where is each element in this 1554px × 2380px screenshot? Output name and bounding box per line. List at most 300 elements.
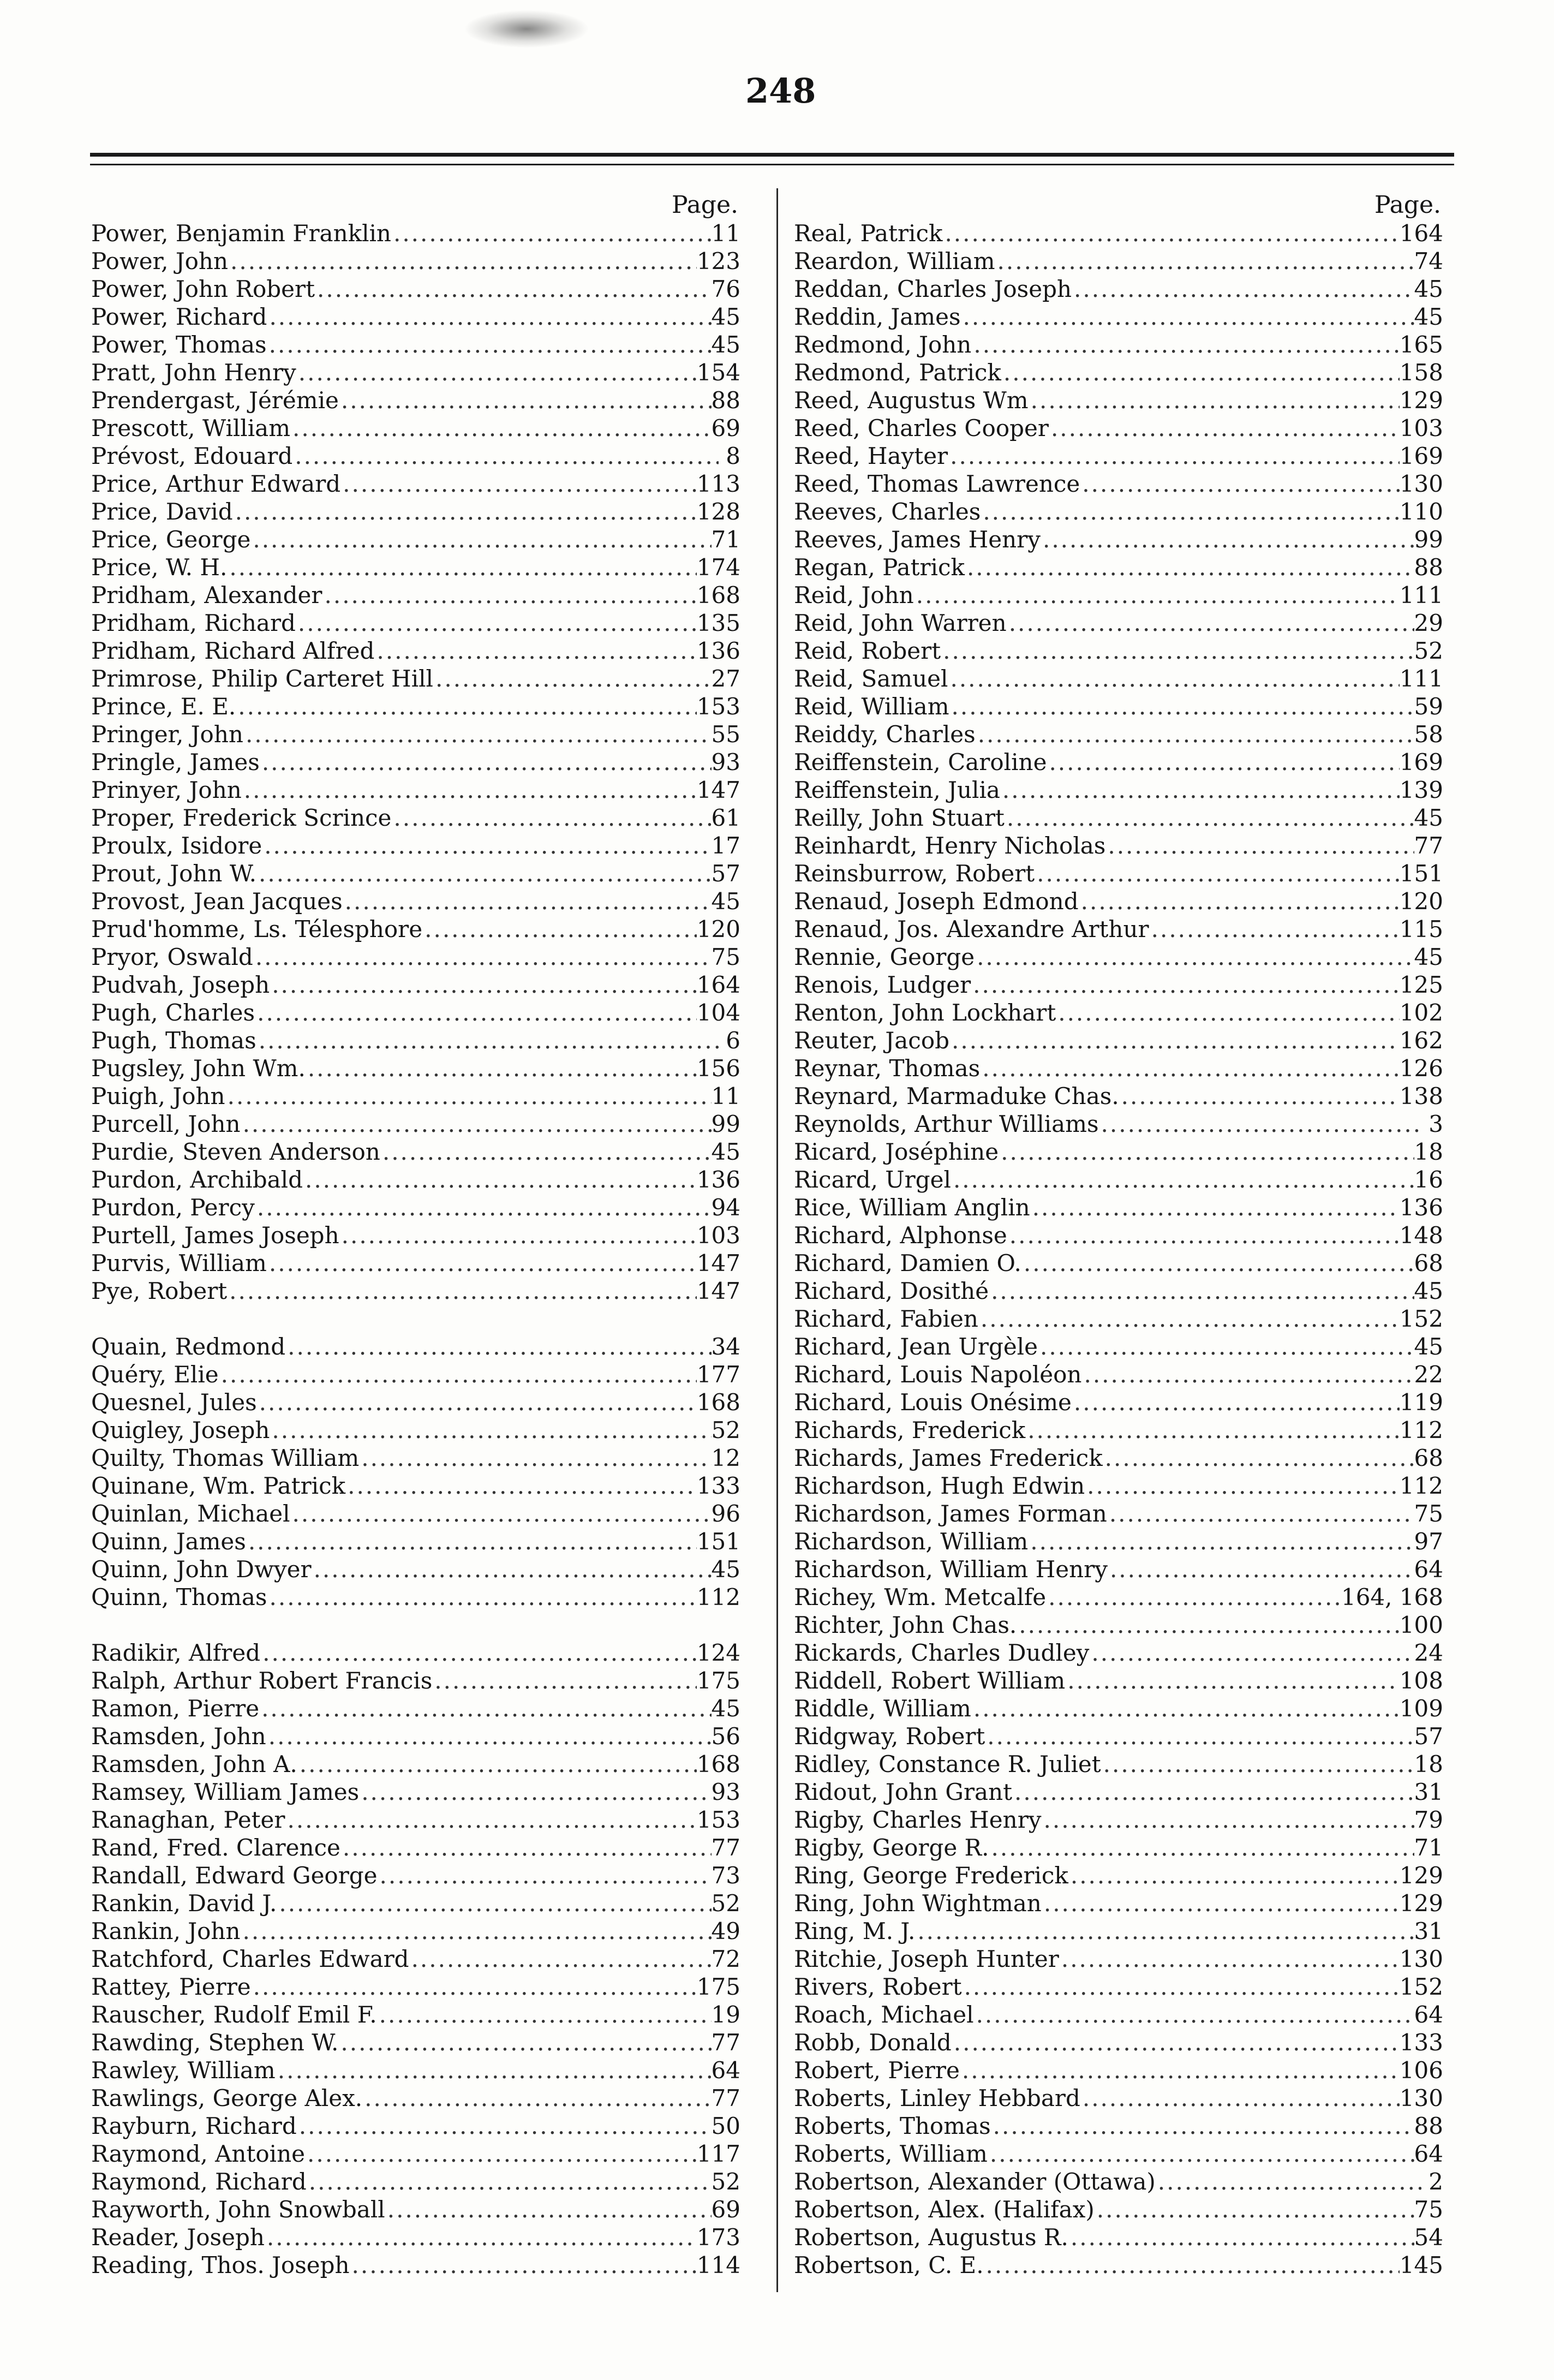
entry-page: 97 [1414,1528,1443,1555]
dot-leader [989,1277,1414,1305]
dot-leader [340,1834,712,1862]
dot-leader [941,637,1414,665]
index-entry [794,1806,1443,1834]
dot-leader [960,2056,1400,2084]
entry-page: 154 [696,359,740,386]
dot-leader [914,581,1400,609]
entry-name: Renois, Ludger [794,971,971,998]
dot-leader [305,2140,697,2168]
entry-page: 69 [711,415,740,442]
entry-page: 52 [711,1417,740,1443]
index-entry [91,1917,740,1945]
entry-name: Reed, Augustus Wm [794,387,1029,414]
entry-name: Reid, John Warren [794,610,1007,636]
dot-leader [1046,1583,1341,1611]
dot-leader [228,247,697,275]
dot-leader [227,1277,697,1305]
index-entry [794,1388,1443,1416]
entry-page: 126 [1399,1055,1443,1082]
header-rule-thin [90,164,1454,165]
entry-name: Roberts, William [794,2140,988,2167]
dot-leader [1000,776,1400,804]
entry-page: 94 [711,1194,740,1221]
index-entry [794,1917,1443,1945]
dot-leader [391,804,711,832]
entry-name: Power, Richard [91,303,267,330]
index-entry [794,1639,1443,1667]
dot-leader [915,1917,1414,1945]
index-entry [91,693,740,720]
index-entry [794,247,1443,275]
dot-leader [433,665,712,693]
entry-page: 64 [1414,1556,1443,1583]
entry-name: Rice, William Anglin [794,1194,1030,1221]
dot-leader [359,1444,711,1472]
dot-leader [255,1194,712,1221]
index-entry [91,832,740,860]
dot-leader [1072,1388,1400,1416]
index-entry [794,2029,1443,2056]
entry-name: Richards, James Frederick [794,1445,1103,1471]
entry-page: 64 [1414,2140,1443,2167]
entry-name: Purvis, William [91,1250,267,1277]
entry-page: 120 [1399,888,1443,915]
index-entry [91,2140,740,2168]
dot-leader [350,2251,697,2279]
dot-leader [1085,1472,1400,1500]
index-entry [91,2056,740,2084]
index-entry [794,1862,1443,1889]
index-entry [91,2001,740,2029]
dot-leader [1007,1221,1400,1249]
entry-page: 99 [1414,526,1443,553]
index-entry [91,275,740,303]
index-entry [91,776,740,804]
entry-name: Ramsden, John [91,1723,266,1750]
entry-page: 106 [1399,2057,1443,2084]
entry-page: 52 [711,2168,740,2195]
entry-page: 110 [1399,498,1443,525]
index-entry [91,553,740,581]
index-entry [91,1082,740,1110]
entry-name: Quinn, Thomas [91,1584,267,1610]
entry-page: 152 [1399,1973,1443,2000]
entry-name: Renaud, Joseph Edmond [794,888,1079,915]
dot-leader [225,1082,712,1110]
index-entry [794,275,1443,303]
index-entry [91,1388,740,1416]
entry-page: 52 [1414,637,1443,664]
entry-page: 77 [1414,832,1443,859]
entry-name: Puigh, John [91,1083,225,1110]
entry-page: 164 [1399,220,1443,247]
entry-name: Pringle, James [91,749,260,776]
dot-leader [340,470,697,498]
index-entry [794,1444,1443,1472]
dot-leader [297,1750,697,1778]
dot-leader [270,971,697,999]
entry-name: Quinane, Wm. Patrick [91,1472,346,1499]
dot-leader [343,887,712,915]
entry-page: 45 [711,1695,740,1722]
entry-page: 68 [1414,1445,1443,1471]
index-entry [91,2029,740,2056]
index-entry [794,1722,1443,1750]
dot-leader [255,999,697,1027]
index-entry [794,2056,1443,2084]
entry-name: Purdon, Percy [91,1194,255,1221]
index-entry [794,2084,1443,2112]
dot-leader [1119,1082,1400,1110]
index-entry [91,2084,740,2112]
entry-page: 113 [696,470,740,497]
entry-page: 93 [711,749,740,776]
entry-name: Power, Benjamin Franklin [91,220,391,247]
dot-leader [241,1110,712,1138]
entry-page: 109 [1399,1695,1443,1722]
entry-page: 99 [711,1111,740,1137]
index-entry [794,776,1443,804]
entry-page: 111 [1399,665,1443,692]
entry-name: Robertson, Augustus R. [794,2224,1068,2251]
entry-page: 45 [711,888,740,915]
index-entry [91,804,740,832]
index-entry [91,1054,740,1082]
entry-page: 123 [696,248,740,275]
entry-name: Prévost, Edouard [91,443,293,469]
entry-name: Rankin, David J. [91,1890,277,1917]
entry-name: Richardson, William [794,1528,1029,1555]
entry-page: 69 [711,2196,740,2223]
entry-name: Rigby, Charles Henry [794,1806,1042,1833]
index-entry [794,1333,1443,1361]
entry-name: Ridout, John Grant [794,1779,1013,1805]
entry-name: Roberts, Thomas [794,2113,991,2139]
entry-page: 117 [696,2140,740,2167]
dot-leader [1095,2196,1414,2223]
dot-leader [251,1973,697,2001]
entry-page: 139 [1399,777,1443,803]
dot-leader [285,1806,696,1834]
dot-leader [981,498,1400,526]
dot-leader [267,303,711,331]
index-entry [794,609,1443,637]
entry-name: Ricard, Urgel [794,1166,951,1193]
index-entry [794,1945,1443,1973]
entry-name: Roach, Michael [794,2001,974,2028]
index-entry [794,303,1443,331]
dot-leader [362,2084,711,2112]
entry-page: 88 [1414,554,1443,581]
index-entry [794,832,1443,860]
index-entry [91,1778,740,1806]
index-entry [91,526,740,553]
dot-leader [991,2112,1414,2140]
entry-page: 72 [711,1946,740,1972]
dot-leader [1080,2084,1400,2112]
entry-page: 88 [1414,2113,1443,2139]
entry-page: 93 [711,1779,740,1805]
entry-page: 114 [696,2252,740,2278]
index-entry [91,359,740,386]
entry-name: Richey, Wm. Metcalfe [794,1584,1047,1610]
dot-leader [259,1695,711,1722]
entry-page: 147 [696,1250,740,1277]
index-entry [794,1555,1443,1583]
dot-leader [391,219,712,247]
dot-leader [385,2196,712,2223]
entry-name: Richardson, Hugh Edwin [794,1472,1085,1499]
dot-leader [1041,526,1414,553]
dot-leader [1025,1416,1400,1444]
dot-leader [1017,1611,1400,1639]
entry-name: Ratchford, Charles Edward [91,1946,409,1972]
entry-page: 112 [1399,1417,1443,1443]
dot-leader [1059,1945,1400,1973]
index-entry [794,1695,1443,1722]
entry-name: Rigby, George R. [794,1834,989,1861]
entry-name: Richter, John Chas. [794,1612,1017,1638]
dot-leader [260,1639,697,1667]
entry-page: 169 [1399,749,1443,776]
dot-leader [1068,2223,1414,2251]
entry-name: Ridley, Constance R. Juliet [794,1751,1101,1777]
entry-page: 16 [1414,1166,1443,1193]
dot-leader [306,1054,697,1082]
entry-page: 164, 168 [1341,1584,1443,1610]
index-entry [794,2001,1443,2029]
entry-name: Prendergast, Jérémie [91,387,339,414]
index-entry [91,2223,740,2251]
index-entry [794,581,1443,609]
entry-name: Quéry, Elie [91,1361,219,1388]
entry-page: 24 [1414,1639,1443,1666]
entry-page: 133 [1399,2029,1443,2056]
section-gap [91,1305,740,1333]
index-entry [794,1889,1443,1917]
entry-name: Reed, Charles Cooper [794,415,1049,442]
entry-page: 64 [711,2057,740,2084]
entry-name: Provost, Jean Jacques [91,888,343,915]
entry-page: 77 [711,1834,740,1861]
dot-leader [266,1722,712,1750]
dot-leader [292,442,719,470]
entry-name: Price, W. H. [91,554,228,581]
dot-leader [257,1388,697,1416]
entry-page: 58 [1414,721,1443,748]
entry-name: Pugh, Thomas [91,1027,256,1054]
entry-name: Primrose, Philip Carteret Hill [91,665,433,692]
dot-leader [1080,470,1400,498]
dot-leader [267,1583,697,1611]
dot-leader [338,2029,711,2056]
entry-page: 147 [696,777,740,803]
index-entry [91,1583,740,1611]
dot-leader [951,1166,1414,1194]
entry-page: 177 [696,1361,740,1388]
entry-name: Pryor, Oswald [91,944,253,970]
dot-leader [296,609,697,637]
entry-page: 158 [1399,359,1443,386]
entry-page: 136 [696,637,740,664]
entry-page: 31 [1414,1779,1443,1805]
entry-page: 27 [711,665,740,692]
entry-name: Richard, Jean Urgèle [794,1333,1038,1360]
entry-name: Ramsden, John A. [91,1751,297,1777]
entry-page: 151 [696,1528,740,1555]
entry-name: Prinyer, John [91,777,242,803]
entry-name: Reynar, Thomas [794,1055,981,1082]
dot-leader [1107,1500,1414,1528]
entry-name: Raymond, Antoine [91,2140,305,2167]
index-entry [91,637,740,665]
dot-leader [1065,1667,1400,1695]
entry-name: Prud'homme, Ls. Télesphore [91,916,423,943]
entry-name: Ring, M. J. [794,1918,916,1944]
entry-name: Reddin, James [794,303,961,330]
entry-name: Pudvah, Joseph [91,971,270,998]
entry-page: 119 [1399,1389,1443,1416]
index-entry [794,1750,1443,1778]
dot-leader [380,1138,712,1166]
dot-leader [253,943,712,971]
dot-leader [1105,832,1414,860]
dot-leader [995,247,1414,275]
entry-page: 75 [711,944,740,970]
entry-name: Reinhardt, Henry Nicholas [794,832,1106,859]
entry-name: Rankin, John [91,1918,241,1944]
entry-name: Redmond, Patrick [794,359,1001,386]
dot-leader [243,720,712,748]
entry-name: Purtell, James Joseph [91,1222,339,1249]
dot-leader [242,776,697,804]
entry-page: 45 [1414,1333,1443,1360]
dot-leader [307,2168,712,2196]
dot-leader [985,1722,1414,1750]
entry-name: Rattey, Pierre [91,1973,251,2000]
index-entry [91,1277,740,1305]
index-entry [91,609,740,637]
entry-name: Pratt, John Henry [91,359,296,386]
entry-page: 135 [696,610,740,636]
entry-name: Prescott, William [91,415,291,442]
entry-name: Richard, Louis Onésime [794,1389,1072,1416]
index-entry [794,1528,1443,1555]
entry-page: 108 [1399,1667,1443,1694]
entry-page: 162 [1399,1027,1443,1054]
entry-page: 103 [696,1222,740,1249]
index-entry [794,999,1443,1027]
index-entry [91,860,740,887]
entry-name: Quilty, Thomas William [91,1445,360,1471]
entry-page: 73 [711,1862,740,1889]
entry-page: 128 [696,498,740,525]
index-entry [91,1166,740,1194]
index-entry [91,1110,740,1138]
entry-page: 168 [696,582,740,609]
dot-leader [409,1945,712,1973]
entry-name: Reed, Hayter [794,443,948,469]
entry-page: 145 [1399,2252,1443,2278]
header-rule-thick [90,153,1454,157]
entry-page: 125 [1399,971,1443,998]
dot-leader [1005,804,1414,832]
entry-page: 77 [711,2029,740,2056]
entry-page: 59 [1414,693,1443,720]
dot-leader [999,1138,1414,1166]
dot-leader [971,971,1400,999]
entry-name: Reinsburrow, Robert [794,860,1035,887]
entry-page: 102 [1399,999,1443,1026]
index-entry [91,414,740,442]
dot-leader [1108,1555,1414,1583]
entry-name: Quinn, John Dwyer [91,1556,312,1583]
dot-leader [267,331,712,359]
entry-name: Ridgway, Robert [794,1723,985,1750]
entry-page: 112 [696,1584,740,1610]
entry-name: Reeves, Charles [794,498,981,525]
entry-name: Reynolds, Arthur Williams [794,1111,1099,1137]
dot-leader [345,1472,697,1500]
dot-leader [1001,359,1400,386]
entry-page: 45 [1414,944,1443,970]
dot-leader [256,1027,719,1054]
dot-leader [303,1166,697,1194]
entry-name: Pridham, Alexander [91,582,322,609]
dot-leader [1081,1361,1414,1388]
entry-page: 153 [696,1806,740,1833]
index-entry [91,1528,740,1555]
index-entry [91,303,740,331]
ink-smudge [464,10,589,48]
entry-page: 133 [696,1472,740,1499]
entry-name: Reiffenstein, Julia [794,777,1000,803]
entry-page: 17 [711,832,740,859]
entry-page: 55 [711,721,740,748]
dot-leader [1101,1750,1414,1778]
dot-leader [984,2251,1400,2279]
entry-name: Reid, Robert [794,637,941,664]
dot-leader [233,498,697,526]
dot-leader [377,2001,712,2029]
dot-leader [1012,1778,1414,1806]
index-entry [91,1500,740,1528]
dot-leader [1056,999,1400,1027]
dot-leader [265,2223,697,2251]
entry-name: Price, David [91,498,233,525]
entry-name: Roberts, Linley Hebbard [794,2085,1080,2111]
entry-page: 136 [1399,1194,1443,1221]
entry-name: Renaud, Jos. Alexandre Arthur [794,916,1149,943]
column-divider [776,188,778,2292]
index-entry [91,1973,740,2001]
entry-page: 164 [696,971,740,998]
dot-leader [1049,414,1400,442]
entry-page: 168 [696,1389,740,1416]
index-entry [91,2112,740,2140]
entry-page: 34 [711,1333,740,1360]
entry-name: Price, Arthur Edward [91,470,341,497]
index-entry [794,1973,1443,2001]
entry-page: 11 [711,1083,740,1110]
entry-page: 175 [696,1973,740,2000]
index-entry [794,219,1443,247]
entry-page: 12 [711,1445,740,1471]
index-entry [91,887,740,915]
entry-name: Redmond, John [794,331,972,358]
entry-page: 129 [1399,387,1443,414]
entry-name: Radikir, Alfred [91,1639,261,1666]
